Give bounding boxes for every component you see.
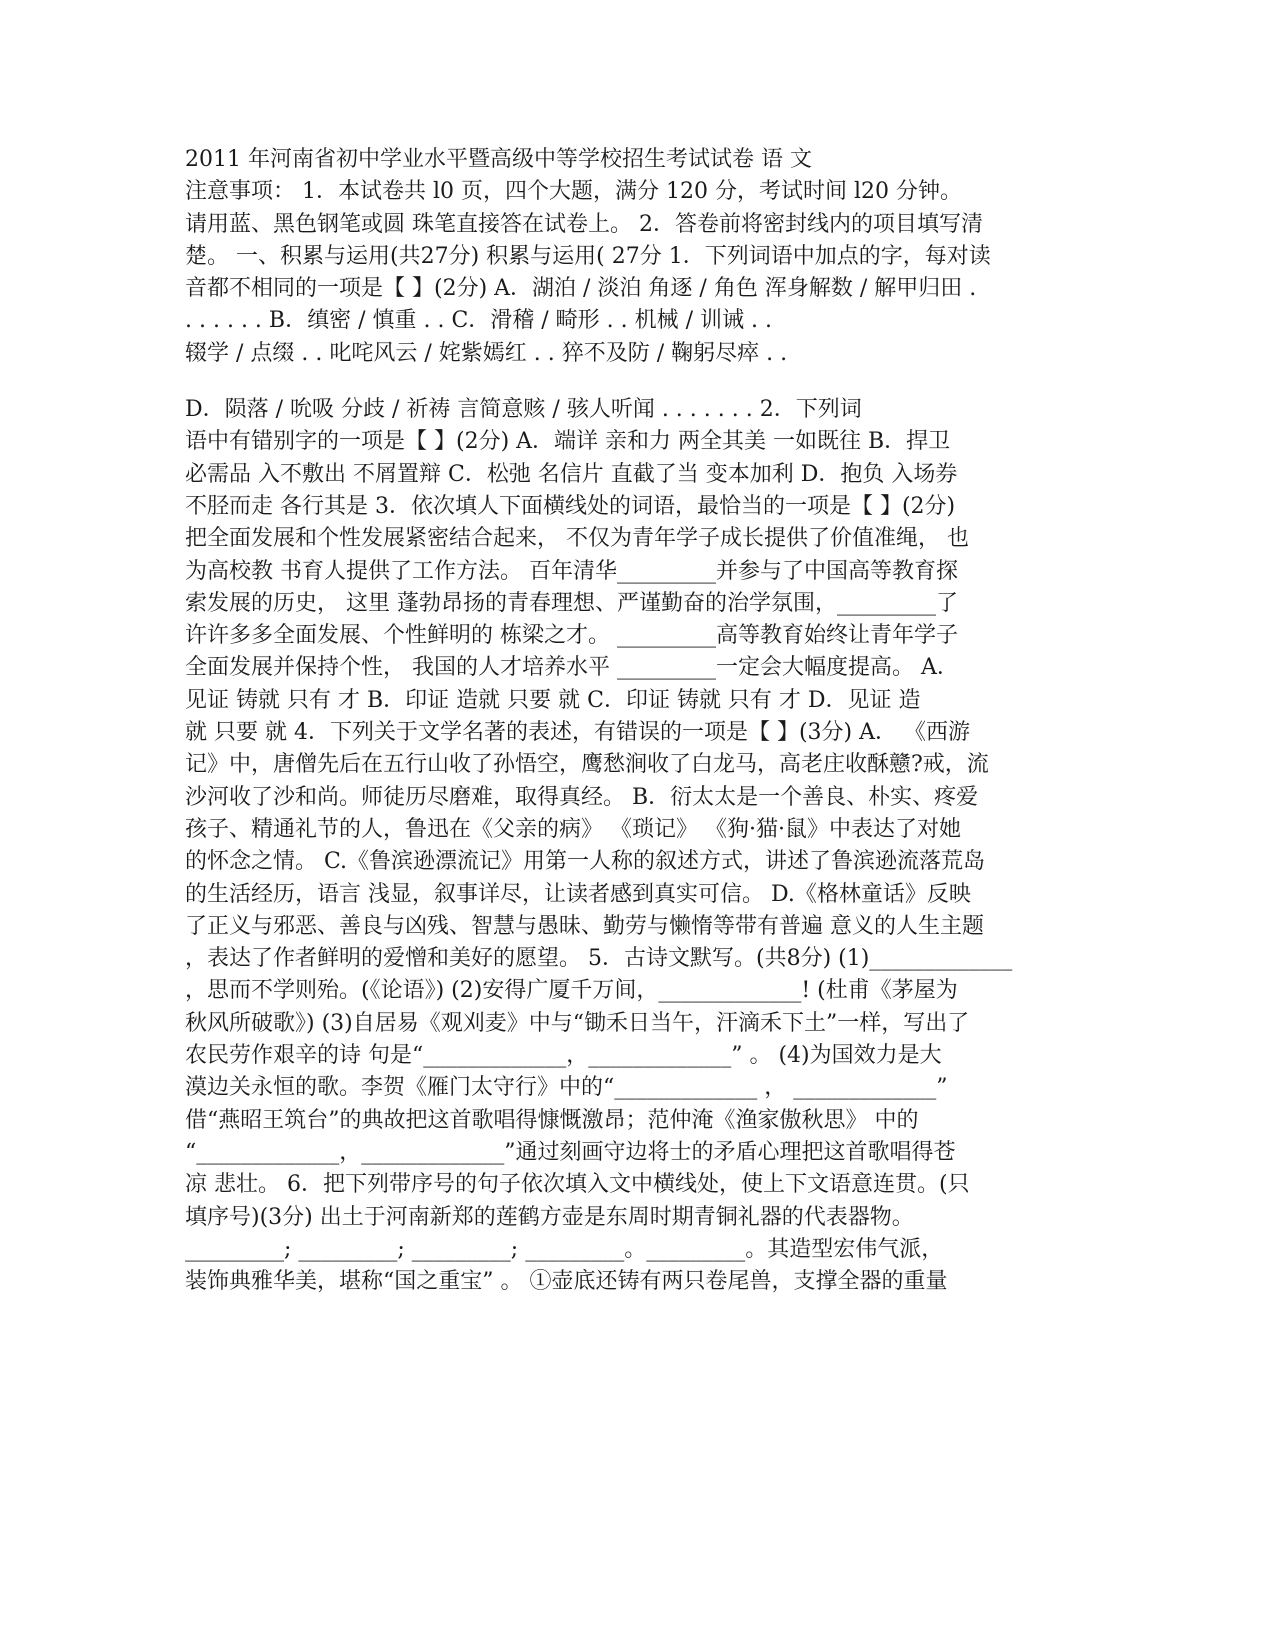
text-line: 了正义与邪恶、善良与凶残、智慧与愚昧、勤劳与懒惰等带有普遍 意义的人生主题	[185, 913, 984, 939]
text-line: _________; _________; _________; _________。_________。其造型宏伟气派，	[185, 1236, 944, 1262]
text-line: 把全面发展和个性发展紧密结合起来， 不仅为青年学子成长提供了价值准绳， 也	[185, 526, 969, 552]
text-line: 的生活经历，语言 浅显，叙事详尽，让读者感到真实可信。 D.《格林童话》反映	[185, 881, 971, 907]
text-line: 音都不相同的一项是【 】(2分) A．湖泊 / 淡泊 角逐 / 角色 浑身解数 / 解甲归田 .	[185, 276, 977, 302]
text-line: 为高校教 书育人提供了工作方法。 百年清华_________并参与了中国高等教育探	[185, 558, 958, 584]
text-line: 沙河收了沙和尚。师徒历尽磨难，取得真经。 B．衍太太是一个善良、朴实、疼爱	[185, 784, 979, 810]
text-line: 借“燕昭王筑台”的典故把这首歌唱得慷慨激昂；范仲淹《渔家傲秋思》 中的	[185, 1107, 919, 1133]
text-line: 就 只要 就 4．下列关于文学名著的表述，有错误的一项是【 】(3分) A． 《西游	[185, 720, 971, 746]
text-line: 辍学 / 点缀 . . 叱咤风云 / 姹紫嫣红 . . 猝不及防 / 鞠躬尽瘁 . .	[185, 340, 788, 366]
text-line: D．陨落 / 吮吸 分歧 / 祈祷 言简意赅 / 骇人听闻 . . . . . . . 2．下列词	[185, 397, 862, 423]
text-line: 装饰典雅华美，堪称“国之重宝” 。 ①壶底还铸有两只卷尾兽，支撑全器的重量	[185, 1269, 948, 1295]
text-line: 见证 铸就 只有 才 B．印证 造就 只要 就 C．印证 铸就 只有 才 D．见证 造	[185, 687, 921, 713]
text-line: 填序号)(3分) 出土于河南新郑的莲鹤方壶是东周时期青铜礼器的代表器物。	[185, 1204, 914, 1230]
text-line: ，表达了作者鲜明的爱憎和美好的愿望。 5．古诗文默写。(共8分) (1)_____________	[185, 946, 1013, 972]
text-line: 的怀念之情。 C.《鲁滨逊漂流记》用第一人称的叙述方式，讲述了鲁滨逊流落荒岛	[185, 849, 986, 875]
text-line: 孩子、精通礼节的人，鲁迅在《父亲的病》 《琐记》 《狗·猫·鼠》中表达了对她	[185, 816, 961, 842]
text-line: 农民劳作艰辛的诗 句是“_____________，_____________” 。 (4)为国效力是大	[185, 1043, 942, 1069]
text-line: 语中有错别字的一项是【 】(2分) A．端详 亲和力 两全其美 一如既往 B．捍卫	[185, 429, 951, 455]
text-line: 许许多多全面发展、个性鲜明的 栋梁之才。 _________高等教育始终让青年学子	[185, 623, 958, 649]
text-line: 全面发展并保持个性， 我国的人才培养水平 _________一定会大幅度提高。 A．	[185, 655, 959, 681]
text-line: “_____________，_____________”通过刻画守边将士的矛盾心理把这首歌唱得苍	[185, 1139, 956, 1165]
text-line: 记》中，唐僧先后在五行山收了孙悟空，鹰愁涧收了白龙马，高老庄收酥戆?戒，流	[185, 752, 989, 778]
text-line: ，思而不学则殆。(《论语》) (2)安得广厦千万间，_____________! (杜甫《茅屋为	[185, 978, 958, 1004]
text-line: 不胫而走 各行其是 3．依次填人下面横线处的词语，最恰当的一项是【 】(2分)	[185, 493, 956, 519]
text-line: 请用蓝、黑色钢笔或圆 珠笔直接答在试卷上。 2．答卷前将密封线内的项目填写清	[185, 211, 983, 237]
text-line: 凉 悲壮。 6．把下列带序号的句子依次填入文中横线处，使上下文语意连贯。(只	[185, 1172, 970, 1198]
text-line: 楚。 一、积累与运用(共27分) 积累与运用( 27分 1．下列词语中加点的字，每对读	[185, 243, 991, 269]
text-line: 秋风所破歌》) (3)自居易《观刈麦》中与“锄禾日当午，汗滴禾下土”一样，写出了	[185, 1010, 970, 1036]
text-line: 注意事项： 1．本试卷共 l0 页，四个大题，满分 120 分，考试时间 l20 分钟。	[185, 179, 963, 205]
exam-title: 2011 年河南省初中学业水平暨高级中等学校招生考试试卷 语 文	[185, 147, 812, 172]
text-line: . . . . . . B．缜密 / 慎重 . . C．滑稽 / 畸形 . . 机械 / 训诫 . .	[185, 308, 773, 334]
exam-paper-page	[185, 144, 1085, 1298]
text-line: 索发展的历史， 这里 蓬勃昂扬的青春理想、严谨勤奋的治学氛围，_________了	[185, 590, 958, 616]
text-line: 漠边关永恒的歌。李贺《雁门太守行》中的“_____________ ， _____________”	[185, 1075, 948, 1101]
text-line: 必需品 入不敷出 不屑置辩 C．松弛 名信片 直截了当 变本加利 D．抱负 入场券	[185, 461, 958, 487]
